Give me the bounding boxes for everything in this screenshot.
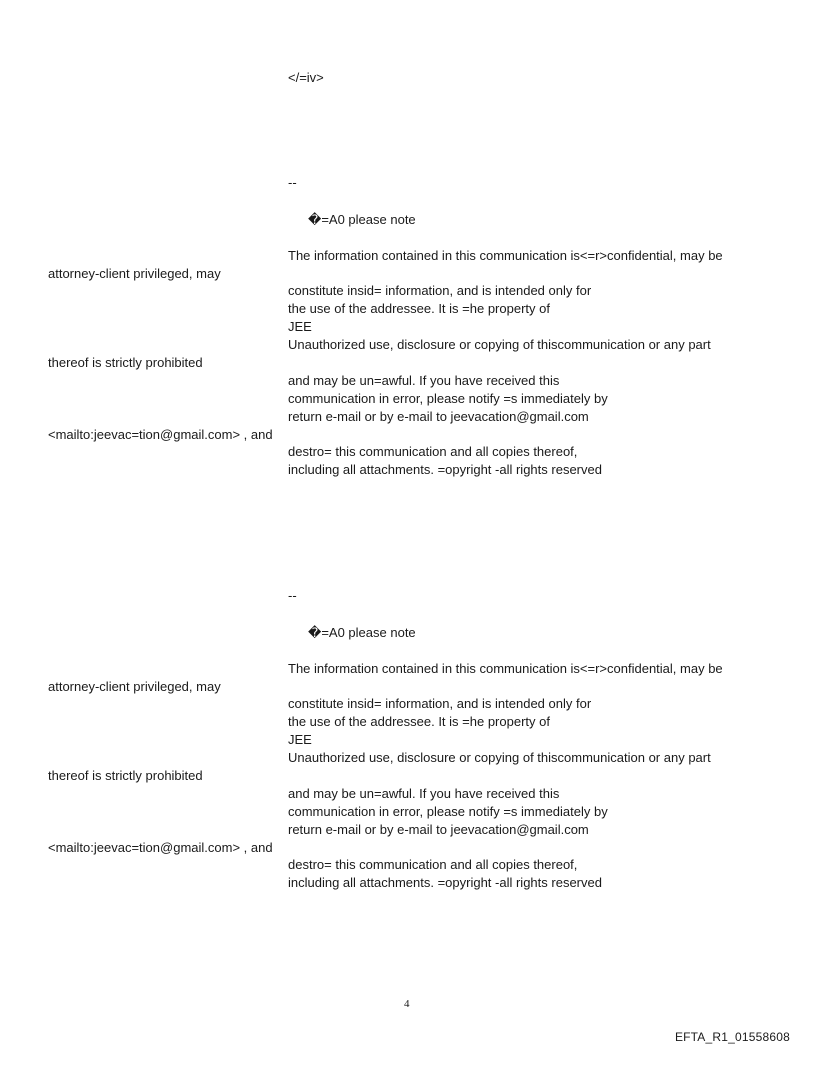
- disclaimer-line: return e-mail or by e-mail to jeevacation@gmail.com: [288, 822, 589, 837]
- disclaimer-line: the use of the addressee. It is =he property of: [288, 301, 550, 316]
- disclaimer-line: and may be un=awful. If you have received this: [288, 373, 560, 388]
- separator: --: [288, 175, 297, 190]
- disclaimer-line: <mailto:jeevac=tion@gmail.com> , and: [48, 840, 273, 855]
- separator: --: [288, 588, 297, 603]
- note-heading: �=A0 please note: [308, 625, 416, 640]
- disclaimer-line: the use of the addressee. It is =he property of: [288, 714, 550, 729]
- html-fragment: </=iv>: [288, 70, 324, 85]
- disclaimer-line: The information contained in this communication is<=r>confidential, may be: [288, 248, 723, 263]
- document-id-footer: EFTA_R1_01558608: [674, 1030, 790, 1044]
- disclaimer-line: Unauthorized use, disclosure or copying of thiscommunication or any part: [288, 337, 711, 352]
- disclaimer-line: Unauthorized use, disclosure or copying of thiscommunication or any part: [288, 750, 711, 765]
- disclaimer-line: including all attachments. =opyright -all rights reserved: [288, 462, 602, 477]
- disclaimer-line: thereof is strictly prohibited: [48, 768, 203, 783]
- disclaimer-line: and may be un=awful. If you have received this: [288, 786, 560, 801]
- disclaimer-line: communication in error, please notify =s immediately by: [288, 804, 608, 819]
- disclaimer-line: JEE: [288, 319, 312, 334]
- disclaimer-line: communication in error, please notify =s immediately by: [288, 391, 608, 406]
- disclaimer-line: return e-mail or by e-mail to jeevacation@gmail.com: [288, 409, 589, 424]
- disclaimer-line: thereof is strictly prohibited: [48, 355, 203, 370]
- disclaimer-line: The information contained in this communication is<=r>confidential, may be: [288, 661, 723, 676]
- disclaimer-line: destro= this communication and all copies thereof,: [288, 444, 578, 459]
- note-heading: �=A0 please note: [308, 212, 416, 227]
- disclaimer-line: attorney-client privileged, may: [48, 679, 221, 694]
- disclaimer-line: attorney-client privileged, may: [48, 266, 221, 281]
- page-number: 4: [404, 998, 410, 1010]
- disclaimer-line: including all attachments. =opyright -all rights reserved: [288, 875, 602, 890]
- disclaimer-line: destro= this communication and all copies thereof,: [288, 857, 578, 872]
- disclaimer-line: constitute insid= information, and is intended only for: [288, 696, 592, 711]
- disclaimer-line: <mailto:jeevac=tion@gmail.com> , and: [48, 427, 273, 442]
- disclaimer-line: JEE: [288, 732, 312, 747]
- disclaimer-line: constitute insid= information, and is intended only for: [288, 283, 592, 298]
